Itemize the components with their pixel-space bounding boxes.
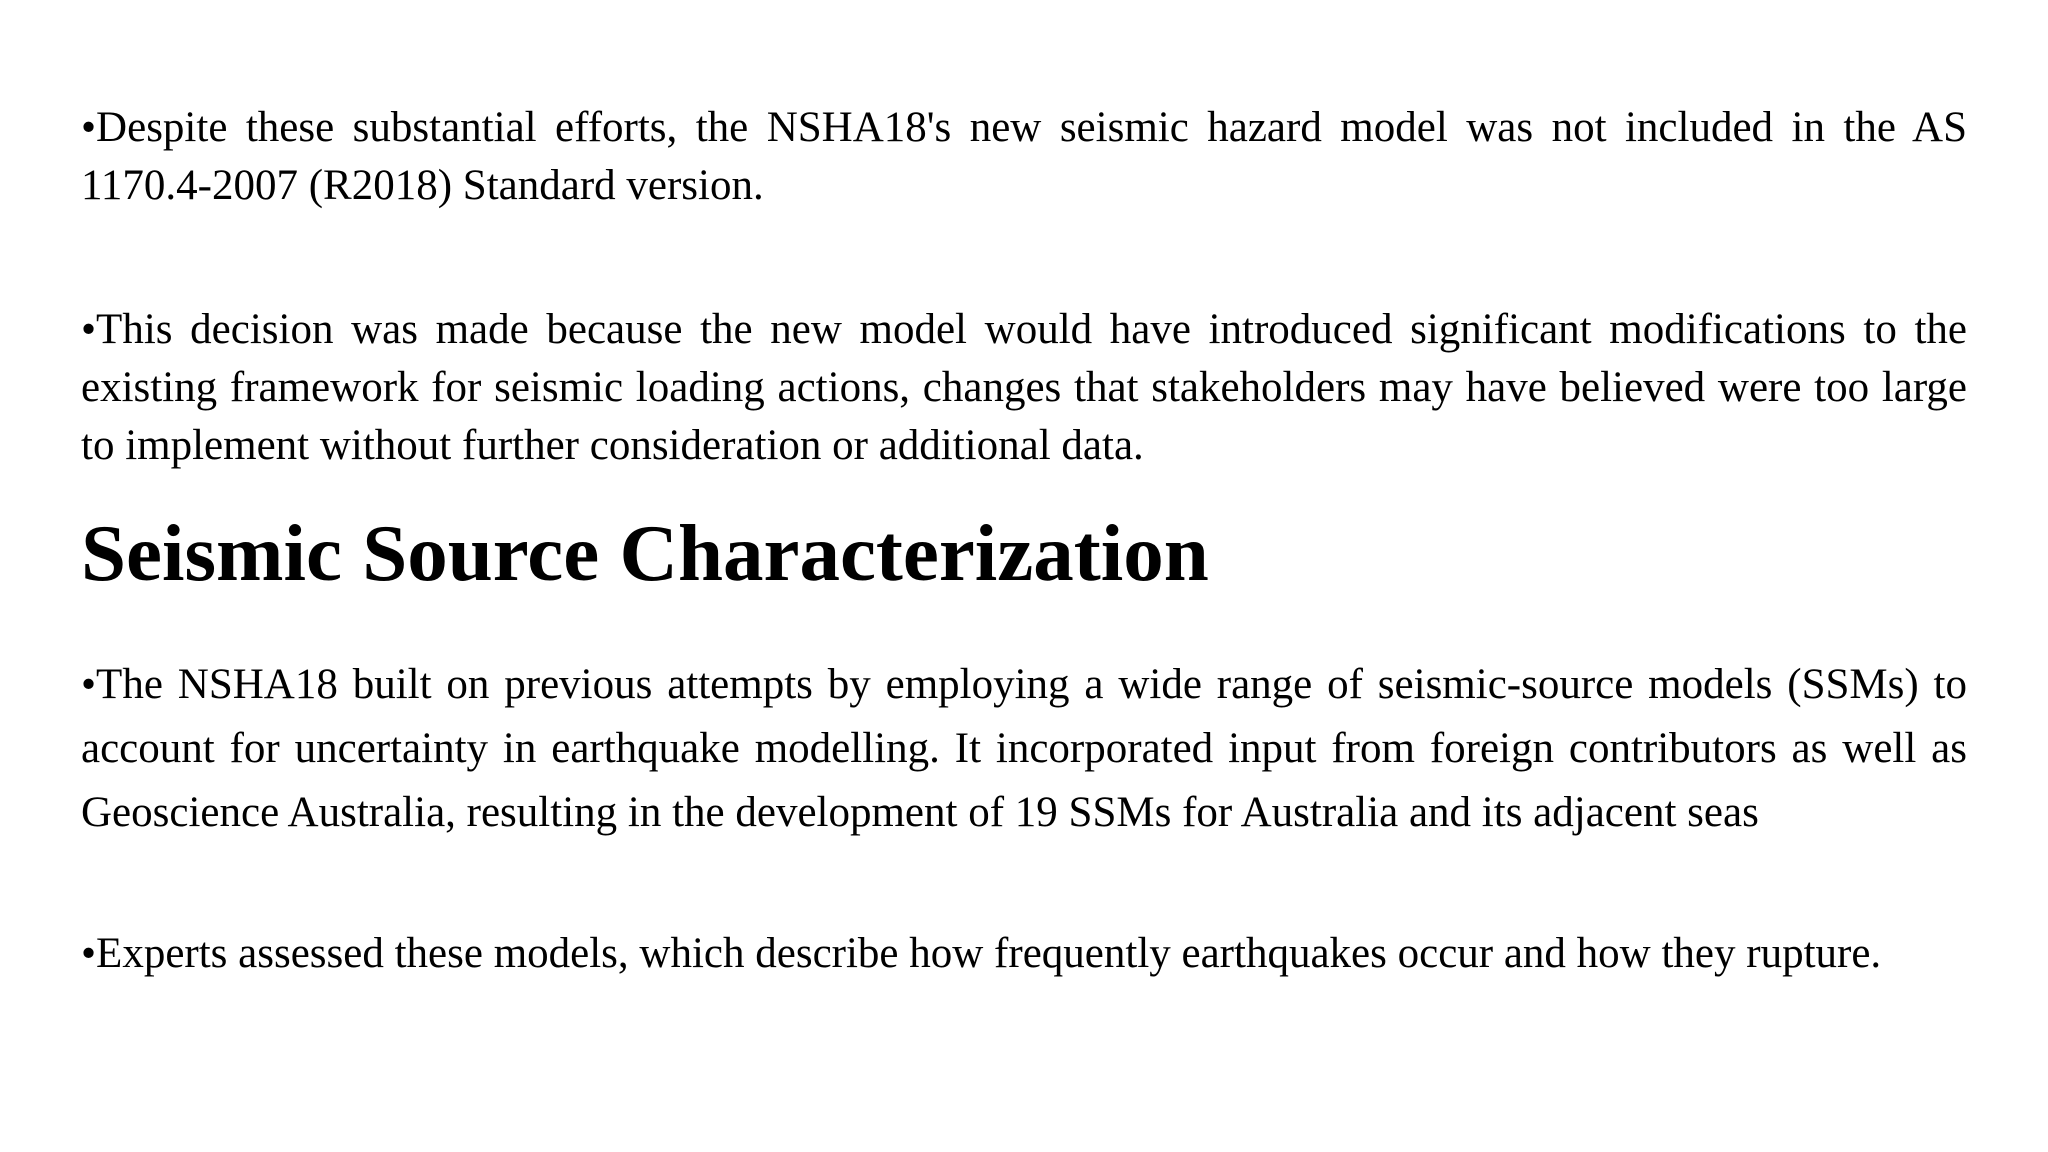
section-heading: Seismic Source Characterization <box>81 508 1209 598</box>
paragraph-experts-assessment: •Experts assessed these models, which describe how frequently earthquakes occur and how they rupture. <box>81 930 1882 977</box>
paragraph-nsha18-not-included: •Despite these substantial efforts, the NSHA18's new seismic hazard model was not included in the AS 1170.4-2007 (R2018) Standard version. <box>81 104 1967 209</box>
document-page <box>81 0 1967 1152</box>
paragraph-ssm-development: •The NSHA18 built on previous attempts by employing a wide range of seismic-source models (SSMs) to account for uncertainty in earthquake modelling. It incorporated input from foreign contributors as well as Geoscience Australia, resulting in the development of 19 SSMs for Australia and its adjacent seas <box>81 661 1967 836</box>
paragraph-decision-reason: •This decision was made because the new model would have introduced significant modifications to the existing framework for seismic loading actions, changes that stakeholders may have believed were too large to implement without further consideration or additional data. <box>81 306 1967 469</box>
